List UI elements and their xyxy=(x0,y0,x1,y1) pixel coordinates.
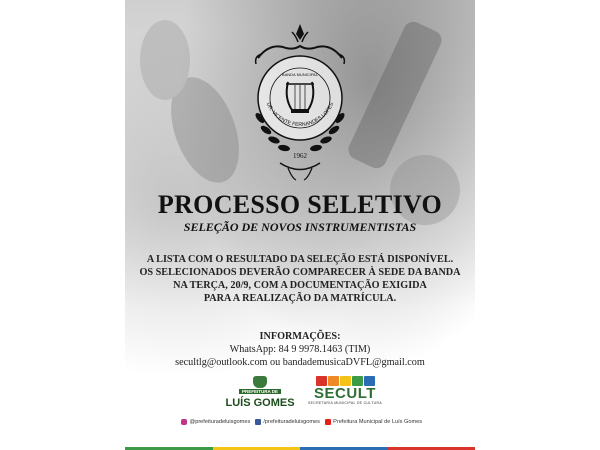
announcement-line: A LISTA COM O RESULTADO DA SELEÇÃO ESTÁ DISPONÍVEL. xyxy=(146,254,454,265)
band-emblem-logo xyxy=(240,18,360,188)
page-subtitle: SELEÇÃO DE NOVOS INSTRUMENTISTAS xyxy=(183,220,417,234)
youtube-channel[interactable]: Prefeitura Municipal de Luís Gomes xyxy=(333,419,423,425)
sponsor-logos xyxy=(125,376,475,410)
city-crest-icon xyxy=(253,376,267,388)
youtube-icon xyxy=(325,419,331,425)
email-contact: secultlg@outlook.com ou bandademusicaDVFL@gmail.com xyxy=(175,357,425,368)
facebook-handle[interactable]: /prefeituradeluisgomes xyxy=(263,419,320,425)
emblem-year: 1962 xyxy=(293,152,307,160)
announcement-line: OS SELECIONADOS DEVERÃO COMPARECER À SEDE DA BANDA xyxy=(139,267,461,278)
info-heading: INFORMAÇÕES: xyxy=(259,331,341,342)
emblem-top-text: BANDA MUNICIPAL xyxy=(281,72,319,77)
prefeitura-small-label: PREFEITURA DE xyxy=(239,389,281,394)
prefeitura-logo xyxy=(225,376,295,410)
prefeitura-name: LUÍS GOMES xyxy=(225,397,295,409)
instagram-icon xyxy=(181,419,187,425)
instagram-handle[interactable]: @prefeituradeluisgomes xyxy=(189,419,251,425)
poster xyxy=(125,0,475,450)
contact-info xyxy=(125,330,475,369)
social-links xyxy=(125,419,475,425)
announcement-text xyxy=(125,253,475,305)
announcement-line: NA TERÇA, 20/9, COM A DOCUMENTAÇÃO EXIGIDA xyxy=(173,280,427,291)
emblem-ring-text: DR. VICENTE FERNANDES LOPES xyxy=(264,101,336,129)
secult-subtitle: SECRETARIA MUNICIPAL DE CULTURA xyxy=(308,401,382,405)
secult-logo xyxy=(305,376,385,410)
whatsapp-contact: WhatsApp: 84 9 9978.1463 (TIM) xyxy=(229,344,371,355)
facebook-icon xyxy=(255,419,261,425)
secult-wordmark: SECULT xyxy=(314,385,376,402)
page-title: PROCESSO SELETIVO xyxy=(157,190,443,219)
announcement-line: PARA A REALIZAÇÃO DA MATRÍCULA. xyxy=(203,293,397,304)
